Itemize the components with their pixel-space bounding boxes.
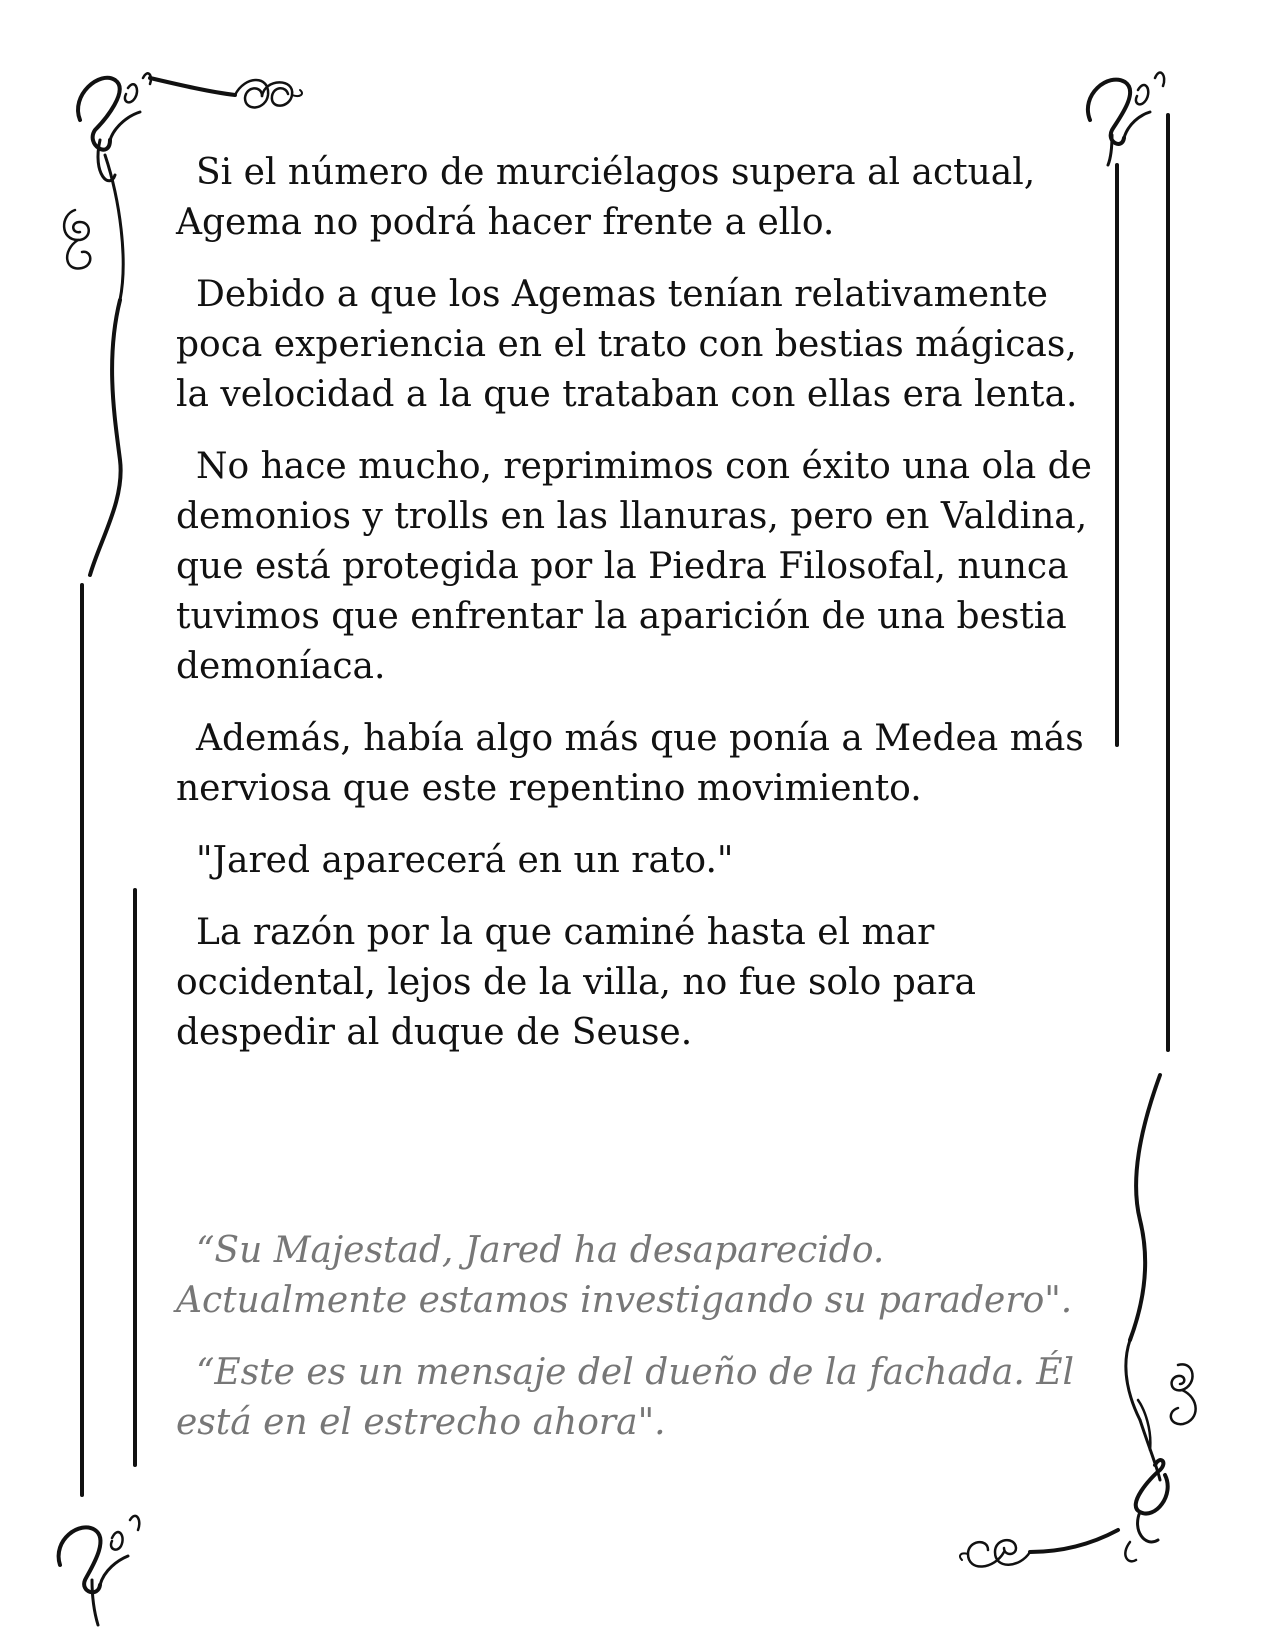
paragraph: Debido a que los Agemas tenían relativamente poca experiencia en el trato con bestias mágicas, la velocidad a la que trataban con ellas era lenta.: [176, 274, 1078, 415]
paragraph: No hace mucho, reprimimos con éxito una ola de demonios y trolls en las llanuras, pero en Valdina, que está protegida por la Piedra Filosofal, nunca tuvimos que enfrentar la aparición de una bestia demoníaca.: [176, 446, 1092, 687]
italic-quotes: [176, 1226, 1096, 1470]
paragraph: Además, había algo más que ponía a Medea más nerviosa que este repentino movimiento.: [176, 718, 1084, 809]
quote-paragraph: “Su Majestad, Jared ha desaparecido. Actualmente estamos investigando su paradero".: [176, 1230, 1073, 1321]
main-text: [176, 148, 1096, 1080]
flourish-bottom-left: [59, 1516, 140, 1625]
flourish-top-right: [1088, 73, 1164, 165]
paragraph: "Jared aparecerá en un rato.": [196, 840, 734, 881]
quote-paragraph: “Este es un mensaje del dueño de la fachada. Él está en el estrecho ahora".: [176, 1352, 1075, 1443]
paragraph: La razón por la que caminé hasta el mar occidental, lejos de la villa, no fue solo para despedir al duque de Seuse.: [176, 912, 976, 1053]
paragraph: Si el número de murciélagos supera al actual, Agema no podrá hacer frente a ello.: [176, 152, 1036, 243]
